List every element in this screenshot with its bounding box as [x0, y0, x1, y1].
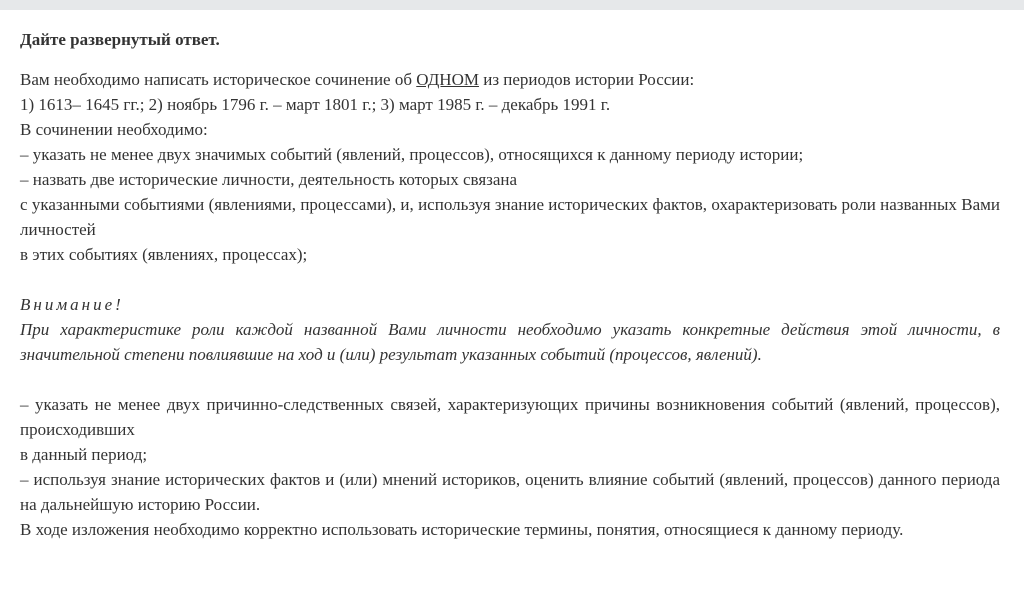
spacer [20, 367, 1000, 392]
requirement-events: – указать не менее двух значимых событий (явлений, процессов), относящихся к данному периоду истории; [20, 145, 804, 164]
task-content [0, 10, 1024, 542]
intro-paragraph [20, 67, 1000, 92]
attention-title: Внимание! [20, 295, 124, 314]
requirements-intro: В сочинении необходимо: [20, 120, 208, 139]
requirement-causal-line1: – указать не менее двух причинно-следственных связей, характеризующих причины возникновения событий (явлений, процессов), происходивших [20, 395, 1000, 439]
requirement-persons-line1: – назвать две исторические личности, деятельность которых связана [20, 170, 518, 189]
task-header: Дайте развернутый ответ. [20, 30, 220, 49]
spacer [20, 267, 1000, 292]
intro-emphasis: ОДНОМ [416, 70, 479, 89]
closing-note: В ходе изложения необходимо корректно использовать исторические термины, понятия, относящиеся к данному периоду. [20, 520, 904, 539]
requirement-causal-line2: в данный период; [20, 445, 148, 464]
requirement-influence: – используя знание исторических фактов и (или) мнений историков, оценить влияние событий (явлений, процессов) данного периода на дальнейшую историю России. [20, 470, 1000, 514]
top-bar [0, 0, 1024, 10]
intro-prefix: Вам необходимо написать историческое сочинение об [20, 70, 417, 89]
requirement-persons-line2: с указанными событиями (явлениями, процессами), и, используя знание исторических фактов, охарактеризовать роли названных Вами личностей [20, 195, 1000, 239]
attention-text: При характеристике роли каждой названной Вами личности необходимо указать конкретные действия этой личности, в значительной степени повлиявшие на ход и (или) результат указанных событий (процессов, явлений). [20, 320, 1000, 364]
intro-suffix: из периодов истории России: [478, 70, 695, 89]
periods-list: 1) 1613– 1645 гг.; 2) ноябрь 1796 г. – март 1801 г.; 3) март 1985 г. – декабрь 1991 г. [20, 95, 611, 114]
requirement-persons-line3: в этих событиях (явлениях, процессах); [20, 245, 308, 264]
